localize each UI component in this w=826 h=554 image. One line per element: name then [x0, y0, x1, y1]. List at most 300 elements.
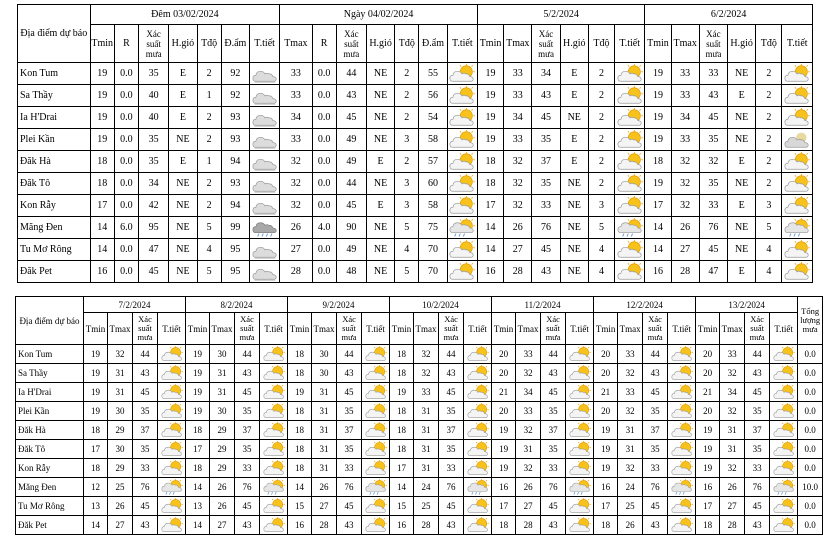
table-cell: 29: [210, 459, 235, 478]
sun-cloud-icon: [158, 402, 186, 421]
table-cell: 1: [197, 85, 221, 107]
sun-cloud-icon: [464, 497, 492, 516]
table-cell: 35: [133, 402, 158, 421]
table-cell: NE: [169, 129, 197, 151]
location-name: Đăk Pet: [16, 516, 84, 535]
table-cell: 16: [492, 478, 516, 497]
table-cell: 31: [312, 459, 337, 478]
table-cell: 33: [337, 459, 362, 478]
table-cell: NE: [366, 173, 394, 195]
table-cell: 32: [280, 151, 312, 173]
date-header: 10/2/2024: [390, 297, 492, 313]
table-cell: 19: [645, 85, 671, 107]
table-cell: 31: [414, 440, 439, 459]
table-cell: 43: [532, 85, 560, 107]
table-cell: 0.0: [312, 195, 336, 217]
table-cell: 14: [390, 478, 414, 497]
sun-cloud-icon: [260, 345, 288, 364]
table-cell: 47: [139, 239, 169, 261]
sun-cloud-icon: [782, 151, 813, 173]
table-cell: 2: [395, 85, 419, 107]
table-cell: 19: [594, 459, 618, 478]
table-cell: 37: [532, 151, 560, 173]
table-cell: 14: [84, 516, 108, 535]
table-cell: 31: [108, 364, 133, 383]
column-header-tmin: Tmin: [390, 313, 414, 345]
table-cell: 43: [439, 364, 464, 383]
table-cell: 20: [492, 402, 516, 421]
column-header-tmin: Tmin: [84, 313, 108, 345]
sun-cloud-icon: [770, 440, 798, 459]
table-cell: 0.0: [114, 195, 138, 217]
sun-cloud-icon: [362, 516, 390, 535]
table-cell: 33: [532, 195, 560, 217]
table-cell: 19: [477, 85, 503, 107]
sun-cloud-icon: [566, 383, 594, 402]
table-cell: 32: [280, 195, 312, 217]
sun-cloud-icon: [668, 497, 696, 516]
table-cell: NE: [560, 173, 588, 195]
table-cell: 30: [210, 402, 235, 421]
table-cell: 28: [671, 261, 699, 283]
sun-cloud-icon: [770, 383, 798, 402]
table-cell: 33: [280, 63, 312, 85]
table-cell: 26: [210, 497, 235, 516]
table-cell: 43: [133, 516, 158, 535]
table-cell: 18: [492, 516, 516, 535]
table-cell: 17: [492, 497, 516, 516]
column-header-h-gi: H.gió: [169, 25, 197, 63]
table-cell: 45: [133, 497, 158, 516]
column-header-h-gi: H.gió: [366, 25, 394, 63]
table-cell: 4: [395, 239, 419, 261]
column-header-tmin: Tmin: [477, 25, 503, 63]
night-cloudy-icon: [249, 261, 279, 283]
table-cell: 19: [696, 459, 720, 478]
rain-sun-icon: [464, 478, 492, 497]
table-cell: 18: [594, 516, 618, 535]
table-row: [18, 107, 813, 129]
table-cell: 2: [588, 173, 614, 195]
total-rain-value: 0.0: [798, 440, 823, 459]
table-cell: 18: [390, 345, 414, 364]
table-cell: NE: [560, 195, 588, 217]
table-cell: 0.0: [114, 85, 138, 107]
table-cell: 58: [419, 195, 447, 217]
table-cell: 33: [671, 85, 699, 107]
table-row: [18, 173, 813, 195]
table-cell: 25: [618, 497, 643, 516]
table-cell: 19: [696, 440, 720, 459]
table-cell: 33: [671, 129, 699, 151]
table-cell: 32: [414, 345, 439, 364]
table-cell: 19: [90, 129, 114, 151]
sun-cloud-icon: [447, 107, 477, 129]
rain-sun-icon: [668, 478, 696, 497]
location-name: Ia H'Drai: [18, 107, 91, 129]
table-cell: 14: [90, 239, 114, 261]
table-row: [18, 151, 813, 173]
total-rain-header: Tổng lượng mưa: [798, 297, 823, 345]
column-header-tmin: Tmin: [288, 313, 312, 345]
table-cell: 33: [618, 383, 643, 402]
table-cell: 26: [108, 497, 133, 516]
sun-cloud-icon: [566, 516, 594, 535]
table-cell: 26: [671, 217, 699, 239]
table-cell: 49: [336, 151, 366, 173]
table-cell: 27: [504, 239, 532, 261]
location-name: Đăk Hà: [16, 421, 84, 440]
table-cell: 2: [197, 173, 221, 195]
table-cell: 33: [504, 85, 532, 107]
table-cell: 0.0: [312, 261, 336, 283]
table-cell: 43: [699, 85, 727, 107]
table-cell: 21: [492, 383, 516, 402]
sun-cloud-icon: [615, 63, 645, 85]
table-cell: 19: [90, 85, 114, 107]
column-header-x-c-su-t-m-a: Xác suất mưa: [235, 313, 260, 345]
table-cell: E: [728, 261, 756, 283]
table-cell: 43: [133, 364, 158, 383]
table-cell: 19: [477, 107, 503, 129]
sun-cloud-icon: [362, 402, 390, 421]
table-cell: 3: [395, 129, 419, 151]
table-cell: 33: [720, 345, 745, 364]
date-header: 11/2/2024: [492, 297, 594, 313]
table-cell: 14: [186, 478, 210, 497]
table-cell: 19: [90, 107, 114, 129]
table-cell: 16: [288, 516, 312, 535]
column-header-t: Tđộ: [395, 25, 419, 63]
table-cell: 33: [280, 129, 312, 151]
table-cell: 18: [84, 421, 108, 440]
table-cell: 31: [414, 459, 439, 478]
night-cloudy-icon: [249, 239, 279, 261]
table-row: [18, 217, 813, 239]
table-cell: 32: [699, 151, 727, 173]
location-name: Plei Kần: [16, 402, 84, 421]
total-rain-value: 0.0: [798, 364, 823, 383]
table-cell: 44: [336, 173, 366, 195]
location-name: Tu Mơ Rông: [18, 239, 91, 261]
table-row: [16, 459, 823, 478]
table-cell: 2: [197, 129, 221, 151]
column-header-x-c-su-t-m-a: Xác suất mưa: [745, 313, 770, 345]
table-cell: 19: [477, 129, 503, 151]
table-cell: 19: [84, 345, 108, 364]
table-cell: 45: [336, 195, 366, 217]
table-cell: 45: [133, 383, 158, 402]
column-header-tmax: Tmax: [108, 313, 133, 345]
table-cell: NE: [169, 173, 197, 195]
sun-cloud-icon: [782, 173, 813, 195]
table-cell: 30: [210, 345, 235, 364]
table-cell: E: [560, 63, 588, 85]
night-cloudy-icon: [249, 151, 279, 173]
table-cell: 35: [745, 402, 770, 421]
table-cell: 18: [477, 173, 503, 195]
sun-cloud-icon: [782, 261, 813, 283]
sun-cloud-icon: [782, 63, 813, 85]
sun-cloud-icon: [782, 85, 813, 107]
table-cell: 32: [720, 459, 745, 478]
table-cell: 19: [492, 440, 516, 459]
sun-cloud-icon: [362, 383, 390, 402]
table-cell: 17: [84, 440, 108, 459]
table-row: [18, 129, 813, 151]
table-cell: 19: [492, 459, 516, 478]
table-cell: 5: [588, 217, 614, 239]
sun-cloud-icon: [782, 239, 813, 261]
sun-cloud-icon: [566, 402, 594, 421]
sun-cloud-icon: [615, 173, 645, 195]
table-cell: 19: [186, 402, 210, 421]
table-cell: 31: [312, 383, 337, 402]
sun-cloud-icon: [447, 239, 477, 261]
table-cell: 43: [745, 516, 770, 535]
column-header-t-ti-t: T.tiết: [158, 313, 186, 345]
table-cell: 30: [108, 402, 133, 421]
table-cell: 45: [532, 239, 560, 261]
table-cell: 2: [588, 129, 614, 151]
sun-cloud-icon: [770, 421, 798, 440]
table-cell: 14: [477, 217, 503, 239]
table-cell: 30: [312, 364, 337, 383]
table-cell: 33: [504, 129, 532, 151]
table-cell: 17: [477, 195, 503, 217]
table-cell: 45: [337, 497, 362, 516]
table-cell: 32: [504, 151, 532, 173]
table-cell: 17: [645, 195, 671, 217]
table-cell: 31: [516, 440, 541, 459]
column-header-t-ti-t: T.tiết: [782, 25, 813, 63]
table-cell: 32: [504, 195, 532, 217]
sun-cloud-icon: [362, 364, 390, 383]
table-cell: 32: [516, 421, 541, 440]
table-cell: 43: [643, 364, 668, 383]
sun-cloud-icon: [770, 516, 798, 535]
table-cell: 19: [390, 383, 414, 402]
table-cell: 43: [745, 364, 770, 383]
table-cell: 33: [618, 345, 643, 364]
column-header-x-c-su-t-m-a: Xác suất mưa: [337, 313, 362, 345]
table-cell: 16: [594, 478, 618, 497]
table-cell: 18: [186, 459, 210, 478]
sun-cloud-icon: [464, 459, 492, 478]
table-cell: 19: [645, 107, 671, 129]
location-name: Kon Rẫy: [18, 195, 91, 217]
sun-cloud-icon: [362, 497, 390, 516]
table-cell: 15: [288, 497, 312, 516]
table-cell: E: [169, 151, 197, 173]
location-name: Sa Thầy: [18, 85, 91, 107]
table-cell: 31: [210, 364, 235, 383]
table-cell: 34: [280, 107, 312, 129]
table-row: [16, 440, 823, 459]
table-cell: 14: [90, 217, 114, 239]
table-cell: 37: [133, 421, 158, 440]
table-cell: 28: [504, 261, 532, 283]
table-cell: 2: [395, 151, 419, 173]
table-cell: 31: [618, 421, 643, 440]
sun-cloud-icon: [566, 497, 594, 516]
date-header: 9/2/2024: [288, 297, 390, 313]
table-cell: 21: [696, 383, 720, 402]
table-cell: 12: [84, 478, 108, 497]
rain-sun-icon: [447, 217, 477, 239]
table-cell: 76: [541, 478, 566, 497]
table-cell: 2: [588, 107, 614, 129]
table-cell: 45: [235, 383, 260, 402]
table-cell: 29: [108, 459, 133, 478]
table-cell: 13: [84, 497, 108, 516]
location-name: Măng Đen: [18, 217, 91, 239]
table-row: [16, 497, 823, 516]
column-header-x-c-su-t-m-a: Xác suất mưa: [439, 313, 464, 345]
location-name: Ia H'Drai: [16, 383, 84, 402]
table-cell: 49: [336, 129, 366, 151]
table-cell: NE: [366, 239, 394, 261]
table-cell: 94: [221, 195, 249, 217]
table-cell: 37: [643, 421, 668, 440]
sun-cloud-icon: [770, 402, 798, 421]
table-cell: 2: [588, 63, 614, 85]
column-header-t-ti-t: T.tiết: [249, 25, 279, 63]
table-cell: 19: [645, 129, 671, 151]
table-cell: 43: [439, 516, 464, 535]
table-cell: 0.0: [312, 129, 336, 151]
table-cell: NE: [728, 173, 756, 195]
total-rain-value: 10.0: [798, 478, 823, 497]
table-cell: 42: [139, 195, 169, 217]
date-header: 7/2/2024: [84, 297, 186, 313]
table-cell: 95: [221, 261, 249, 283]
table-cell: 37: [541, 421, 566, 440]
table-cell: 43: [541, 364, 566, 383]
column-header-h-gi: H.gió: [560, 25, 588, 63]
table-cell: 44: [336, 63, 366, 85]
table-cell: 33: [504, 63, 532, 85]
table-cell: 16: [390, 516, 414, 535]
table-cell: 44: [541, 345, 566, 364]
sun-cloud-icon: [158, 364, 186, 383]
table-cell: 33: [133, 459, 158, 478]
table-cell: E: [366, 195, 394, 217]
table-cell: 95: [139, 217, 169, 239]
period-header: 6/2/2024: [645, 5, 813, 25]
table-cell: 27: [108, 516, 133, 535]
total-rain-value: 0.0: [798, 459, 823, 478]
table-cell: 35: [133, 440, 158, 459]
table-cell: 2: [756, 129, 782, 151]
column-header-tmax: Tmax: [516, 313, 541, 345]
sun-cloud-icon: [566, 345, 594, 364]
date-header: 13/2/2024: [696, 297, 798, 313]
total-rain-value: 0.0: [798, 516, 823, 535]
sun-cloud-icon: [447, 261, 477, 283]
location-name: Sa Thầy: [16, 364, 84, 383]
night-rain-icon: [249, 217, 279, 239]
table-cell: 32: [414, 364, 439, 383]
table-cell: E: [169, 107, 197, 129]
table-cell: 45: [699, 239, 727, 261]
sun-cloud-icon: [260, 364, 288, 383]
table-cell: 32: [671, 151, 699, 173]
sun-cloud-icon: [362, 440, 390, 459]
sun-cloud-icon: [668, 516, 696, 535]
table-cell: 18: [696, 516, 720, 535]
table-cell: 31: [414, 421, 439, 440]
sun-cloud-icon: [260, 421, 288, 440]
table-cell: 29: [210, 440, 235, 459]
table-cell: 14: [477, 239, 503, 261]
table-cell: 18: [288, 364, 312, 383]
table-cell: 35: [439, 440, 464, 459]
table-cell: 26: [720, 478, 745, 497]
table-cell: 5: [197, 217, 221, 239]
sun-cloud-icon: [464, 383, 492, 402]
table-cell: 18: [288, 459, 312, 478]
table-cell: 93: [221, 173, 249, 195]
table-cell: 4: [588, 261, 614, 283]
table-cell: 45: [439, 383, 464, 402]
table-row: [16, 402, 823, 421]
table-cell: 14: [186, 516, 210, 535]
table-cell: 4.0: [312, 217, 336, 239]
table-cell: 45: [643, 383, 668, 402]
table-row: [16, 364, 823, 383]
table-cell: 0.0: [312, 239, 336, 261]
table-cell: 0.0: [114, 63, 138, 85]
table-cell: 34: [516, 383, 541, 402]
table-cell: 19: [645, 173, 671, 195]
table-cell: 28: [516, 516, 541, 535]
table-cell: 2: [197, 107, 221, 129]
column-header-tmin: Tmin: [696, 313, 720, 345]
table-cell: 26: [504, 217, 532, 239]
table-cell: 45: [337, 383, 362, 402]
location-name: Tu Mơ Rông: [16, 497, 84, 516]
sun-cloud-icon: [362, 345, 390, 364]
sun-cloud-icon: [668, 440, 696, 459]
column-header-t-ti-t: T.tiết: [566, 313, 594, 345]
location-name: Đăk Pet: [18, 261, 91, 283]
table-row: [18, 239, 813, 261]
table-cell: 75: [419, 217, 447, 239]
table-cell: 0.0: [114, 239, 138, 261]
sun-cloud-icon: [464, 345, 492, 364]
table-cell: NE: [169, 239, 197, 261]
night-cloudy-icon: [249, 195, 279, 217]
table-cell: 18: [288, 402, 312, 421]
table-cell: 35: [139, 151, 169, 173]
column-header-t-ti-t: T.tiết: [668, 313, 696, 345]
table-cell: 28: [414, 516, 439, 535]
sun-cloud-icon: [447, 151, 477, 173]
table-cell: 43: [541, 516, 566, 535]
table-cell: 31: [108, 383, 133, 402]
table-cell: NE: [728, 107, 756, 129]
table-cell: 16: [645, 261, 671, 283]
table-cell: 16: [90, 261, 114, 283]
column-header-t-ti-t: T.tiết: [464, 313, 492, 345]
table-cell: 40: [139, 85, 169, 107]
table-cell: 19: [594, 440, 618, 459]
table-cell: 33: [516, 402, 541, 421]
table-row: [18, 261, 813, 283]
table-cell: 4: [197, 239, 221, 261]
table-cell: 25: [108, 478, 133, 497]
